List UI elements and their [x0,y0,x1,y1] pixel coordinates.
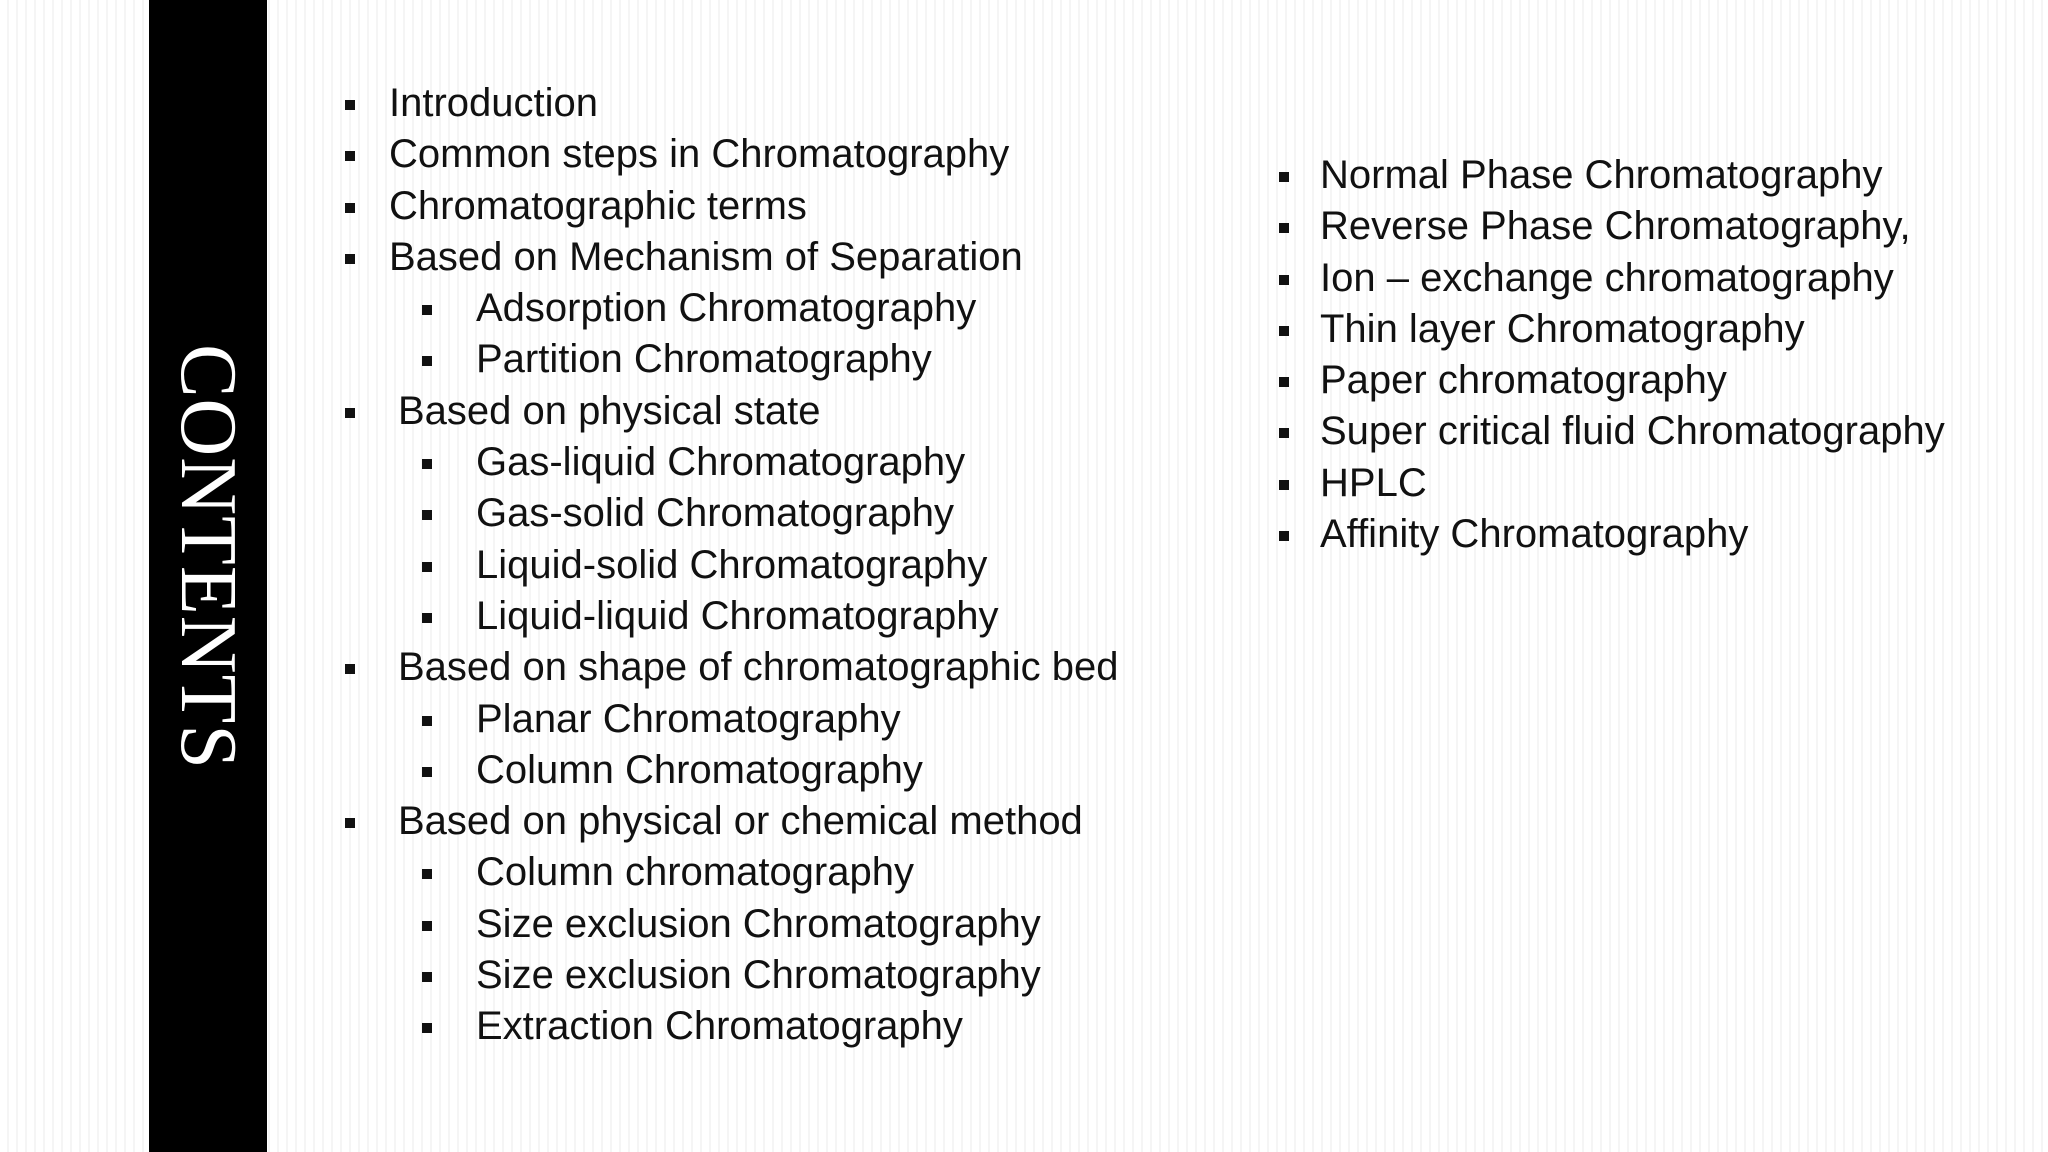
contents-subitem: Size exclusion Chromatography [340,899,1119,950]
contents-item: HPLC [1274,458,1945,509]
contents-item: Based on physical state [340,386,1119,437]
contents-title: CONTENTS [164,344,252,770]
contents-item: Based on physical or chemical method [340,796,1119,847]
contents-list-left [340,78,1119,1053]
contents-subitem: Column Chromatography [340,745,1119,796]
contents-subitem: Liquid-solid Chromatography [340,540,1119,591]
contents-item: Paper chromatography [1274,355,1945,406]
contents-subitem: Size exclusion Chromatography [340,950,1119,1001]
contents-item: Reverse Phase Chromatography, [1274,201,1945,252]
contents-subitem: Planar Chromatography [340,694,1119,745]
contents-list-right [1274,150,1945,560]
contents-subitem: Liquid-liquid Chromatography [340,591,1119,642]
contents-item: Affinity Chromatography [1274,509,1945,560]
contents-subitem: Column chromatography [340,847,1119,898]
contents-subitem: Gas-solid Chromatography [340,488,1119,539]
contents-item: Super critical fluid Chromatography [1274,406,1945,457]
contents-subitem: Adsorption Chromatography [340,283,1119,334]
contents-subitem: Partition Chromatography [340,334,1119,385]
contents-item: Common steps in Chromatography [340,129,1119,180]
contents-item: Introduction [340,78,1119,129]
contents-item: Thin layer Chromatography [1274,304,1945,355]
contents-item: Normal Phase Chromatography [1274,150,1945,201]
contents-subitem: Gas-liquid Chromatography [340,437,1119,488]
contents-subitem: Extraction Chromatography [340,1001,1119,1052]
contents-item: Chromatographic terms [340,181,1119,232]
contents-item: Based on shape of chromatographic bed [340,642,1119,693]
contents-item: Based on Mechanism of Separation [340,232,1119,283]
contents-item: Ion – exchange chromatography [1274,253,1945,304]
